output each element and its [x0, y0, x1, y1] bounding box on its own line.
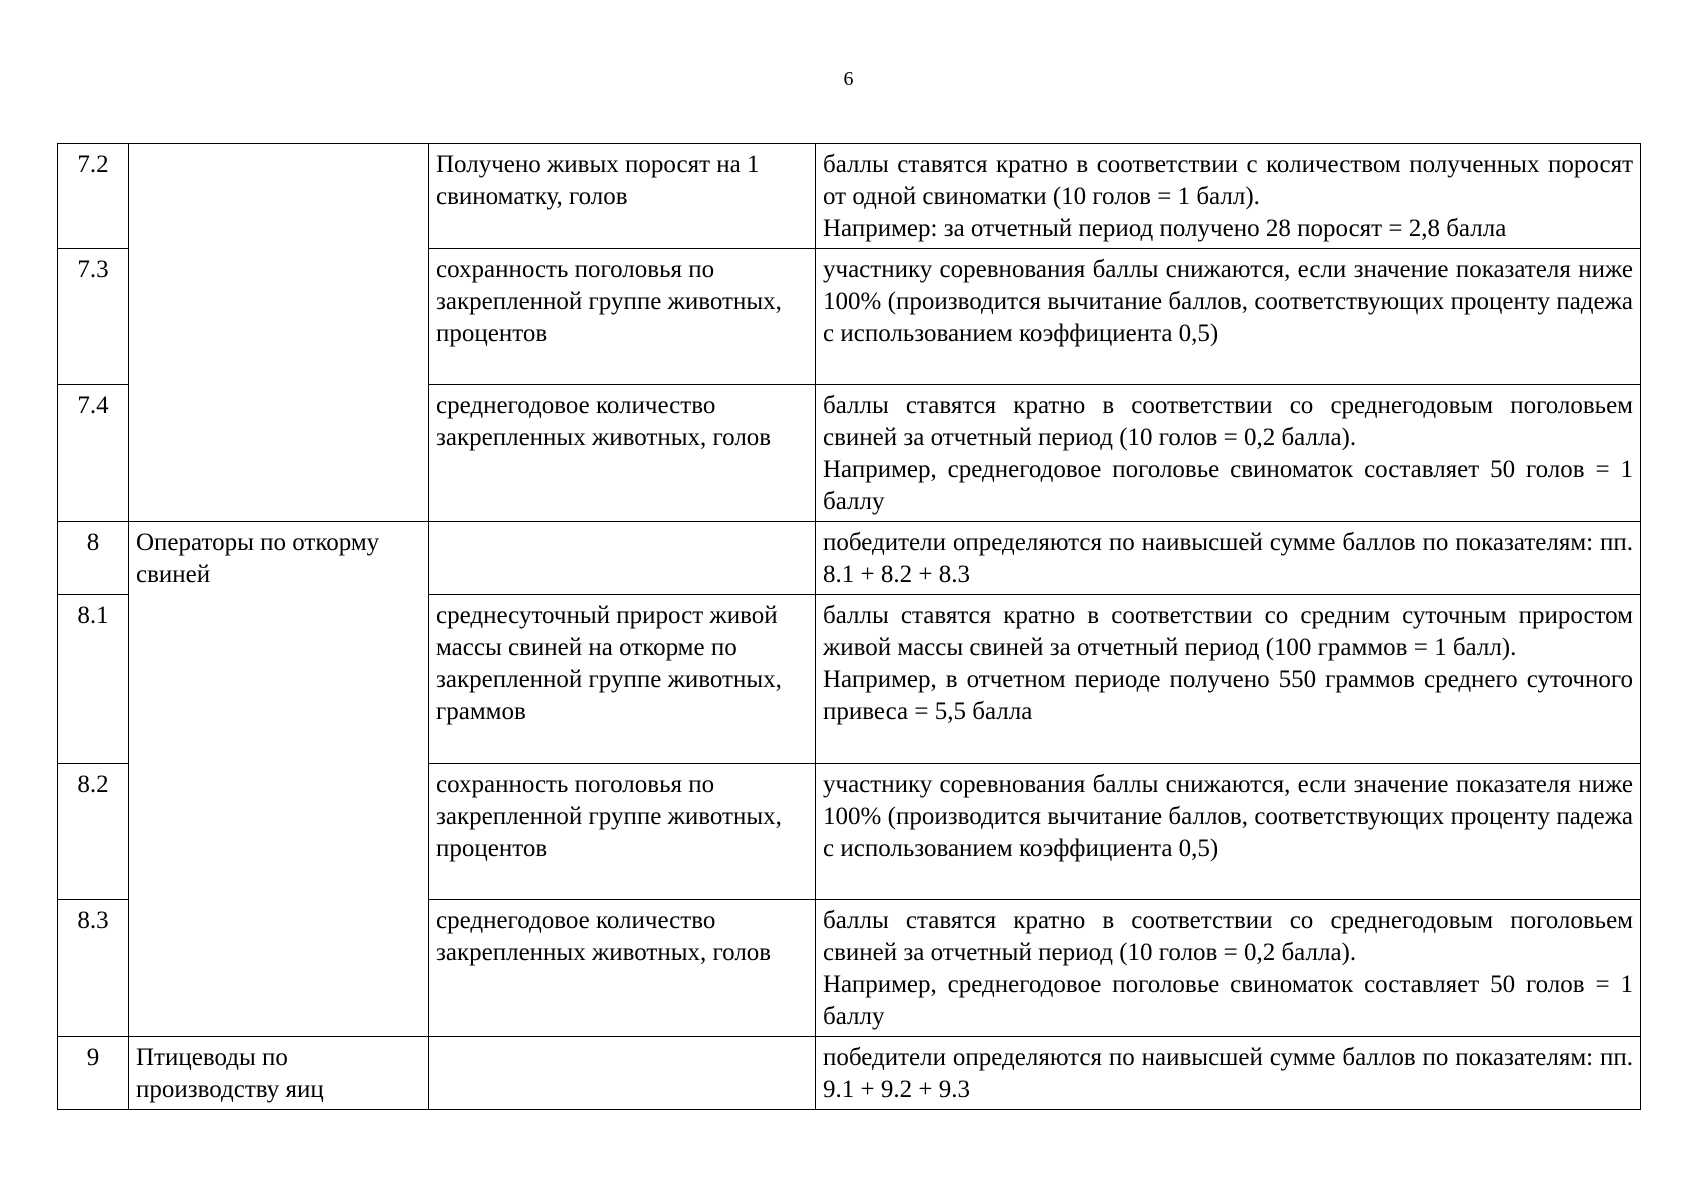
row-number: 7.3	[58, 249, 129, 385]
row-number: 8.3	[58, 900, 129, 1037]
indicator-cell	[429, 522, 816, 595]
indicator-cell: среднегодовое количество закрепленных животных, голов	[429, 900, 816, 1037]
indicator-cell: сохранность поголовья по закрепленной группе животных, процентов	[429, 764, 816, 900]
table-row	[58, 144, 1641, 249]
table-row	[58, 522, 1641, 595]
row-number: 7.4	[58, 385, 129, 522]
description-paragraph: участнику соревнования баллы снижаются, если значение показателя ниже 100% (производится вычитание баллов, соответствующих проценту падежа с использованием коэффициента 0,5)	[823, 771, 1633, 862]
row-number: 8.2	[58, 764, 129, 900]
category-cell: Птицеводы по производству яиц	[129, 1037, 429, 1110]
description-cell	[816, 595, 1641, 764]
description-example: Например, среднегодовое поголовье свиноматок составляет 50 голов = 1 баллу	[823, 971, 1633, 1030]
category-cell: Операторы по откорму свиней	[129, 522, 429, 1037]
description-paragraph: победители определяются по наивысшей сумме баллов по показателям: пп. 8.1 + 8.2 + 8.3	[823, 529, 1633, 588]
row-number: 9	[58, 1037, 129, 1110]
description-cell	[816, 900, 1641, 1037]
indicator-cell	[429, 1037, 816, 1110]
description-cell	[816, 249, 1641, 385]
description-paragraph: баллы ставятся кратно в соответствии со среднегодовым поголовьем свиней за отчетный период (10 голов = 0,2 балла).	[823, 907, 1633, 966]
category-cell	[129, 144, 429, 522]
description-paragraph: участнику соревнования баллы снижаются, если значение показателя ниже 100% (производится вычитание баллов, соответствующих проценту падежа с использованием коэффициента 0,5)	[823, 256, 1633, 347]
description-paragraph: победители определяются по наивысшей сумме баллов по показателям: пп. 9.1 + 9.2 + 9.3	[823, 1044, 1633, 1103]
row-number: 8	[58, 522, 129, 595]
description-cell	[816, 144, 1641, 249]
indicator-cell: среднегодовое количество закрепленных животных, голов	[429, 385, 816, 522]
description-cell	[816, 522, 1641, 595]
description-example: Например, в отчетном периоде получено 550 граммов среднего суточного привеса = 5,5 балла	[823, 666, 1633, 725]
row-number: 8.1	[58, 595, 129, 764]
criteria-table	[57, 143, 1641, 1110]
description-paragraph: баллы ставятся кратно в соответствии с количеством полученных поросят от одной свиноматки (10 голов = 1 балл).	[823, 151, 1633, 210]
indicator-cell: среднесуточный прирост живой массы свиней на откорме по закрепленной группе животных, граммов	[429, 595, 816, 764]
description-cell	[816, 764, 1641, 900]
description-example: Например: за отчетный период получено 28 поросят = 2,8 балла	[823, 215, 1507, 242]
indicator-cell: Получено живых поросят на 1 свиноматку, голов	[429, 144, 816, 249]
description-cell	[816, 385, 1641, 522]
table-row	[58, 1037, 1641, 1110]
description-paragraph: баллы ставятся кратно в соответствии со среднегодовым поголовьем свиней за отчетный период (10 голов = 0,2 балла).	[823, 392, 1633, 451]
description-example: Например, среднегодовое поголовье свиноматок составляет 50 голов = 1 баллу	[823, 456, 1633, 515]
indicator-cell: сохранность поголовья по закрепленной группе животных, процентов	[429, 249, 816, 385]
description-paragraph: баллы ставятся кратно в соответствии со средним суточным приростом живой массы свиней за отчетный период (100 граммов = 1 балл).	[823, 602, 1633, 661]
description-cell	[816, 1037, 1641, 1110]
row-number: 7.2	[58, 144, 129, 249]
page-number: 6	[843, 68, 854, 90]
